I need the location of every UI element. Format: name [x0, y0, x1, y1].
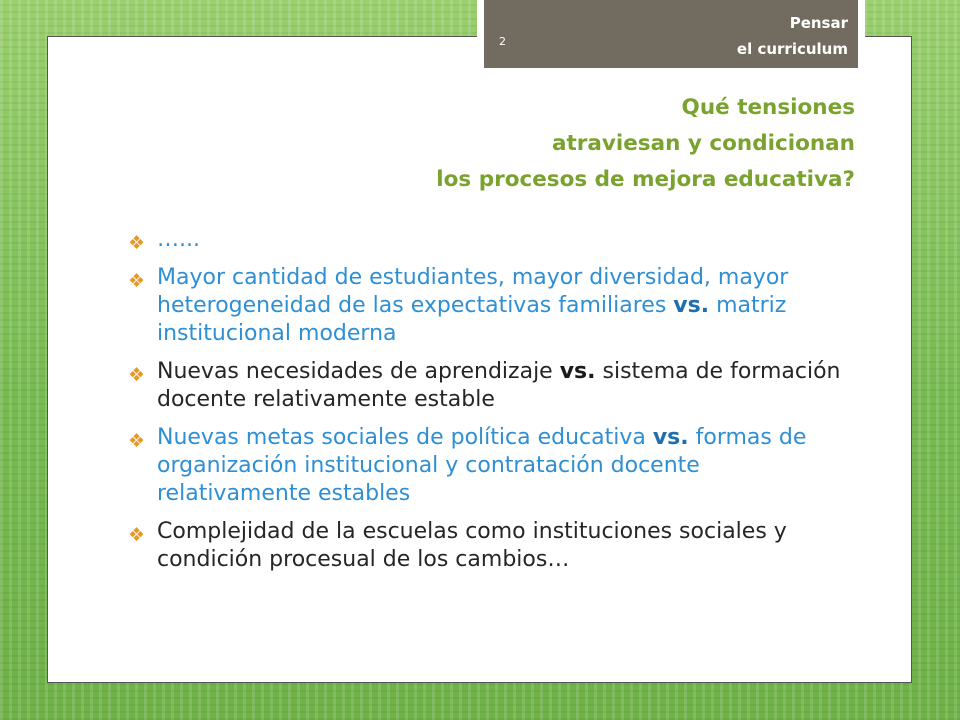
- diamond-bullet-icon: ❖: [128, 430, 146, 452]
- versus-label: vs.: [559, 359, 596, 384]
- bullet-text-continued: formas de organización institucional y contratación docente relativamente estables: [157, 425, 807, 506]
- bullet-item-2: [128, 264, 848, 348]
- versus-label: vs.: [673, 293, 710, 318]
- diamond-bullet-icon: ❖: [128, 524, 146, 546]
- slide-heading: [436, 90, 855, 198]
- diamond-bullet-icon: ❖: [128, 232, 146, 254]
- diamond-bullet-icon: ❖: [128, 270, 146, 292]
- bullet-text: Nuevas necesidades de aprendizaje: [157, 359, 560, 384]
- bullet-text-continued: matriz institucional moderna: [157, 293, 787, 346]
- diamond-bullet-icon: ❖: [128, 364, 146, 386]
- slide-heading-line1: Qué tensiones: [681, 95, 855, 120]
- bullet-text: Complejidad de la escuelas como instituciones sociales y condición procesual de los cambios…: [157, 519, 787, 572]
- bullet-item-1: [128, 226, 848, 254]
- bullet-item-5: [128, 518, 848, 574]
- versus-label: vs.: [652, 425, 689, 450]
- page-number: 2: [499, 35, 506, 48]
- presentation-title: [737, 10, 848, 62]
- bullet-text: Nuevas metas sociales de política educativa: [157, 425, 653, 450]
- bullet-item-4: [128, 424, 848, 508]
- bullet-text-continued: sistema de formación docente relativamente estable: [157, 359, 841, 412]
- presentation-title-line1: Pensar: [789, 14, 848, 32]
- bullet-text: …...: [157, 227, 200, 252]
- slide-heading-line2: atraviesan y condicionan: [551, 131, 855, 156]
- presentation-title-line2: el curriculum: [736, 40, 848, 58]
- bullet-list: [128, 226, 848, 584]
- slide-heading-line3: los procesos de mejora educativa?: [436, 167, 855, 192]
- bullet-item-3: [128, 358, 848, 414]
- bullet-text: Mayor cantidad de estudiantes, mayor diversidad, mayor heterogeneidad de las expectativas familiares: [157, 265, 789, 318]
